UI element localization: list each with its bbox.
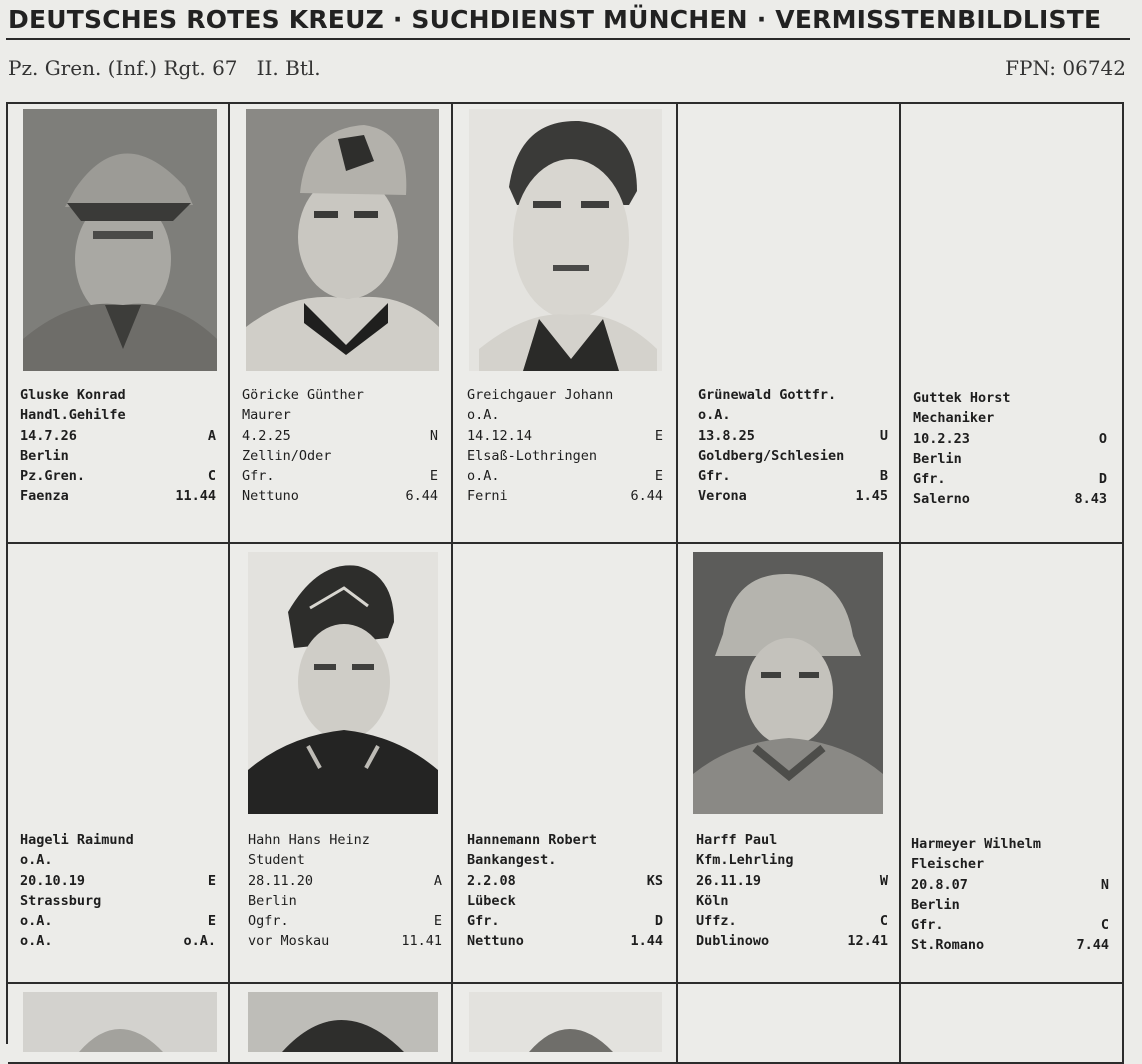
person-last-date: 1.45 [855, 488, 888, 505]
missing-persons-grid [6, 102, 1124, 1044]
fieldpost-number: FPN: 06742 [1005, 56, 1126, 80]
person-details [242, 385, 438, 507]
person-code: E [654, 468, 663, 485]
person-code: E [433, 913, 442, 930]
person-last-location: Ferni [467, 488, 508, 505]
person-occupation: o.A. [20, 852, 53, 869]
person-card [8, 984, 230, 1064]
person-rank: Gfr. [467, 913, 500, 930]
person-details [913, 388, 1107, 510]
person-card [230, 544, 453, 984]
person-occupation: Handl.Gehilfe [20, 407, 126, 424]
person-hometown: Goldberg/Schlesien [698, 447, 845, 464]
portrait-photo [23, 109, 217, 371]
person-rank: o.A. [20, 913, 53, 930]
person-card [453, 544, 678, 984]
person-name: Harmeyer Wilhelm [911, 836, 1042, 852]
person-birthdate: 20.10.19 [20, 872, 86, 889]
person-details [20, 385, 216, 507]
person-code: W [879, 872, 888, 889]
person-code: E [207, 872, 216, 889]
person-hometown: Berlin [20, 447, 69, 464]
person-birthdate: 14.7.26 [20, 427, 77, 444]
person-birthdate: 26.11.19 [696, 872, 762, 889]
person-rank: o.A. [467, 468, 500, 485]
person-rank: Gfr. [911, 917, 944, 934]
person-code: C [879, 913, 888, 930]
person-last-date: 11.41 [401, 933, 442, 950]
person-card [230, 984, 453, 1064]
person-code: N [1100, 876, 1109, 893]
person-code: U [879, 427, 888, 444]
person-hometown: Berlin [248, 892, 297, 909]
unit-designation: Pz. Gren. (Inf.) Rgt. 67 II. Btl. [8, 56, 321, 80]
person-occupation: Student [248, 852, 305, 869]
portrait-photo [693, 552, 883, 814]
person-rank: Pz.Gren. [20, 468, 86, 485]
person-code: E [207, 913, 216, 930]
person-last-date: 11.44 [175, 488, 216, 505]
person-occupation: Maurer [242, 407, 291, 424]
person-hometown: Strassburg [20, 892, 102, 909]
person-code: A [207, 427, 216, 444]
person-name: Hageli Raimund [20, 832, 134, 848]
person-last-location: o.A. [20, 933, 53, 950]
person-code: A [433, 872, 442, 889]
person-hometown: Berlin [911, 896, 960, 913]
person-card [230, 104, 453, 544]
person-hometown: Köln [696, 892, 729, 909]
person-details [467, 830, 663, 952]
person-last-location: Dublinowo [696, 933, 770, 950]
person-last-date: 1.44 [630, 933, 663, 950]
person-card [901, 104, 1124, 544]
person-card [453, 984, 678, 1064]
person-card [678, 984, 901, 1064]
person-card [678, 104, 901, 544]
person-last-date: 12.41 [847, 933, 888, 950]
person-name: Grünewald Gottfr. [698, 387, 837, 403]
person-card [901, 984, 1124, 1064]
portrait-photo [248, 552, 438, 814]
person-occupation: Bankangest. [467, 852, 557, 869]
person-birthdate: 28.11.20 [248, 872, 314, 889]
person-hometown: Elsaß-Lothringen [467, 447, 598, 464]
person-occupation: Fleischer [911, 856, 985, 873]
portrait-photo [246, 109, 439, 371]
person-hometown: Berlin [913, 450, 962, 467]
person-code: E [429, 468, 438, 485]
person-occupation: o.A. [698, 407, 731, 424]
person-last-date: 7.44 [1076, 937, 1109, 954]
person-hometown: Zellin/Oder [242, 447, 332, 464]
person-last-location: Verona [698, 488, 747, 505]
person-last-location: Nettuno [467, 933, 524, 950]
person-card [678, 544, 901, 984]
person-code: N [429, 427, 438, 444]
person-birthdate: 2.2.08 [467, 872, 516, 889]
person-birthdate: 14.12.14 [467, 427, 533, 444]
portrait-photo [469, 992, 662, 1052]
person-code: O [1098, 430, 1107, 447]
person-details [467, 385, 663, 507]
person-details [698, 385, 888, 507]
person-last-location: Faenza [20, 488, 69, 505]
person-details [911, 834, 1109, 956]
person-details [248, 830, 442, 952]
person-code: C [1100, 917, 1109, 934]
person-occupation: Kfm.Lehrling [696, 852, 794, 869]
person-last-location: St.Romano [911, 937, 985, 954]
person-last-date: 6.44 [405, 488, 438, 505]
person-name: Hahn Hans Heinz [248, 832, 370, 848]
person-name: Gluske Konrad [20, 387, 126, 403]
person-last-location: vor Moskau [248, 933, 330, 950]
person-details [696, 830, 888, 952]
person-name: Göricke Günther [242, 387, 364, 403]
portrait-photo [469, 109, 662, 371]
document-title: DEUTSCHES ROTES KREUZ · SUCHDIENST MÜNCHEN · VERMISSTENBILDLISTE [8, 5, 1102, 34]
person-name: Guttek Horst [913, 390, 1011, 406]
person-code: B [879, 468, 888, 485]
person-hometown: Lübeck [467, 892, 516, 909]
portrait-photo [248, 992, 438, 1052]
person-birthdate: 4.2.25 [242, 427, 291, 444]
person-last-date: o.A. [183, 933, 216, 950]
portrait-photo [23, 992, 217, 1052]
person-name: Hannemann Robert [467, 832, 598, 848]
person-name: Greichgauer Johann [467, 387, 614, 403]
person-name: Harff Paul [696, 832, 778, 848]
person-occupation: o.A. [467, 407, 500, 424]
person-birthdate: 10.2.23 [913, 430, 970, 447]
person-details [20, 830, 216, 952]
person-code: KS [646, 872, 663, 889]
person-last-location: Salerno [913, 491, 970, 508]
person-rank: Uffz. [696, 913, 737, 930]
person-rank: Gfr. [242, 468, 275, 485]
person-last-date: 6.44 [630, 488, 663, 505]
person-last-location: Nettuno [242, 488, 299, 505]
person-birthdate: 20.8.07 [911, 876, 968, 893]
person-card [8, 544, 230, 984]
person-code: D [1098, 471, 1107, 488]
person-rank: Gfr. [698, 468, 731, 485]
person-last-date: 8.43 [1074, 491, 1107, 508]
person-occupation: Mechaniker [913, 410, 995, 427]
person-card [453, 104, 678, 544]
person-code: E [654, 427, 663, 444]
person-birthdate: 13.8.25 [698, 427, 755, 444]
person-code: C [207, 468, 216, 485]
person-card [901, 544, 1124, 984]
person-card [8, 104, 230, 544]
person-code: D [654, 913, 663, 930]
person-rank: Ogfr. [248, 913, 289, 930]
title-rule [6, 38, 1130, 40]
person-rank: Gfr. [913, 471, 946, 488]
